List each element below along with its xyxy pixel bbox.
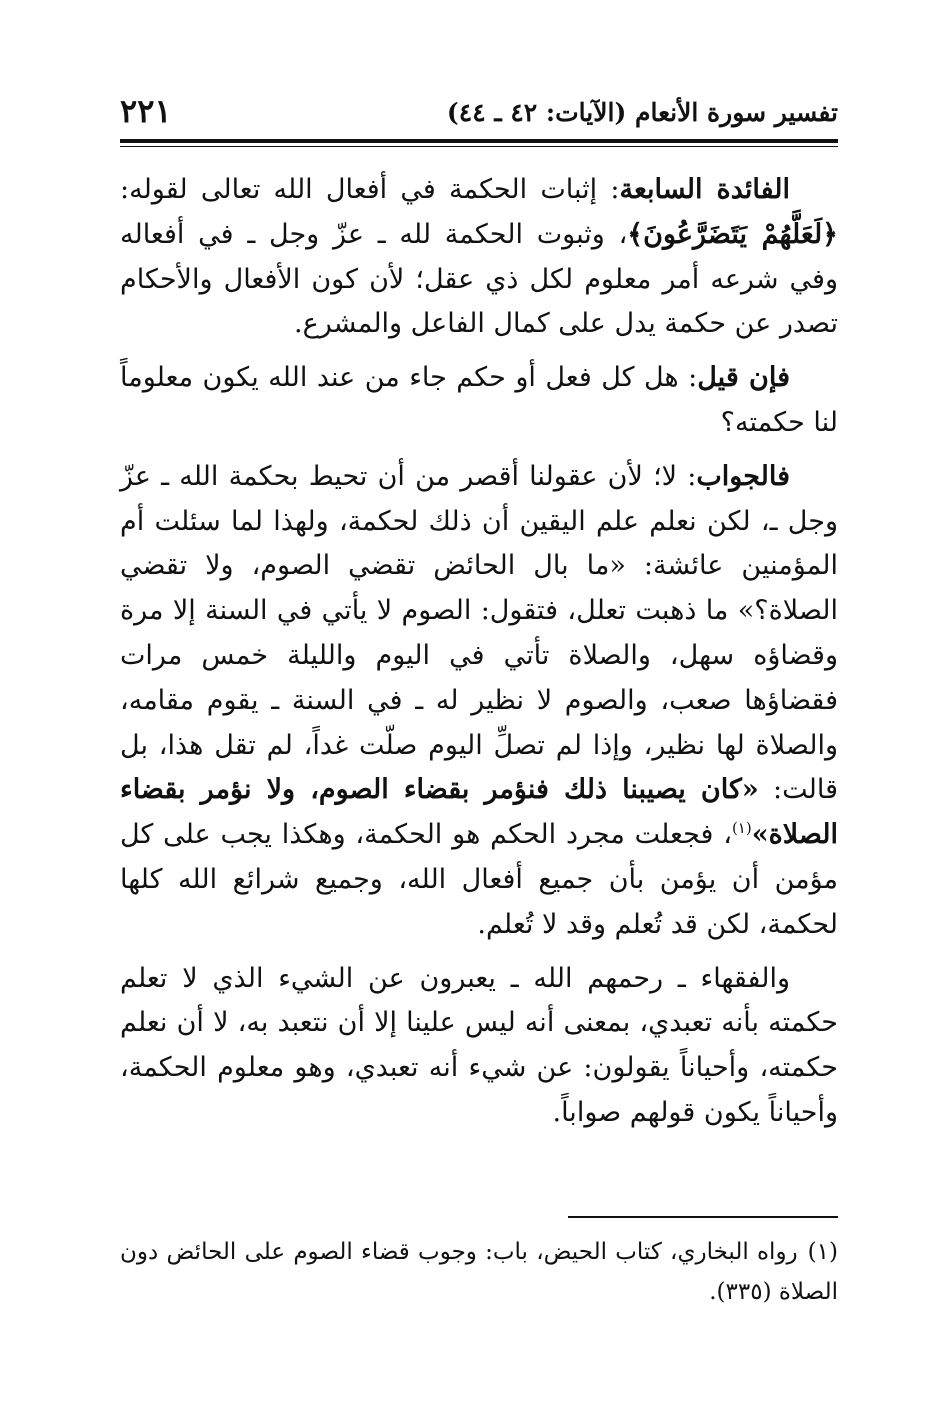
paragraph-answer xyxy=(120,455,838,948)
paragraph-text: والفقهاء ـ رحمهم الله ـ يعبرون عن الشيء الذي لا تعلم حكمته بأنه تعبدي، بمعنى أنه ليس علينا إلا أن نتعبد به، لا أن نعلم حكمته، وأحياناً يقولون: عن شيء أنه تعبدي، وهو معلوم الحكمة، وأحياناً يكون قولهم صواباً. xyxy=(120,962,838,1128)
header-rule-thin xyxy=(120,146,838,147)
footnote-text: رواه البخاري، كتاب الحيض، باب: وجوب قضاء الصوم على الحائض دون الصلاة (٣٣٥). xyxy=(120,1239,838,1305)
paragraph-text: : لا؛ لأن عقولنا أقصر من أن تحيط بحكمة الله ـ عزّ وجل ـ، لكن نعلم علم اليقين أن ذلك لحكمة، ولهذا لما سئلت أم المؤمنين عائشة: «ما بال الحائض تقضي الصوم، ولا تقضي الصلاة؟» ما ذهبت تعلل، فتقول: الصوم لا يأتي في السنة إلا مرة وقضاؤه سهل، والصلاة تأتي في اليوم والليلة خمس مرات فقضاؤها صعب، والصوم لا نظير له ـ في السنة ـ يقوم مقامه، والصلاة لها نظير، وإذا لم تصلِّ اليوم صلّت غداً، لم تقل هذا، بل قالت: xyxy=(120,460,838,806)
footnote-rule xyxy=(568,1216,838,1218)
paragraph-text: : هل كل فعل أو حكم جاء من عند الله يكون معلوماً لنا حكمته؟ xyxy=(120,362,838,438)
running-header-title: تفسير سورة الأنعام (الآيات: ٤٢ ـ ٤٤) xyxy=(446,98,838,127)
main-text xyxy=(120,168,838,1145)
page-number: ٢٢١ xyxy=(120,92,172,130)
quranic-verse: ﴿لَعَلَّهُمْ يَتَضَرَّعُونَ﴾ xyxy=(627,218,838,250)
paragraph-text: : إثبات الحكمة في أفعال الله تعالى لقوله: xyxy=(120,174,620,205)
footnote-number: (١) xyxy=(807,1239,838,1265)
header-rule xyxy=(120,139,838,143)
paragraph-heading: الفائدة السابعة xyxy=(619,174,790,205)
footnote-reference[interactable]: (١) xyxy=(731,819,752,838)
paragraph-heading: فالجواب xyxy=(696,460,790,492)
paragraph-seventh-benefit xyxy=(120,168,838,347)
footnote xyxy=(120,1232,838,1312)
paragraph-question xyxy=(120,356,838,446)
paragraph-jurists xyxy=(120,957,838,1136)
paragraph-heading: فإن قيل xyxy=(697,362,790,394)
running-header xyxy=(120,92,838,132)
paragraph-text: ، فجعلت مجرد الحكم هو الحكمة، وهكذا يجب على كل مؤمن أن يؤمن بأن جميع أفعال الله، وجميع شرائع الله كلها لحكمة، لكن قد تُعلم وقد لا تُعلم. xyxy=(120,819,838,940)
paragraph-text: ، وثبوت الحكمة لله ـ عزّ وجل ـ في أفعاله وفي شرعه أمر معلوم لكل ذي عقل؛ لأن كون الأفعال والأحكام تصدر عن حكمة يدل على كمال الفاعل والمشرع. xyxy=(120,218,838,340)
hadith-quote: «كان يصيبنا ذلك فنؤمر بقضاء الصوم، ولا نؤمر بقضاء الصلاة» xyxy=(120,774,838,851)
